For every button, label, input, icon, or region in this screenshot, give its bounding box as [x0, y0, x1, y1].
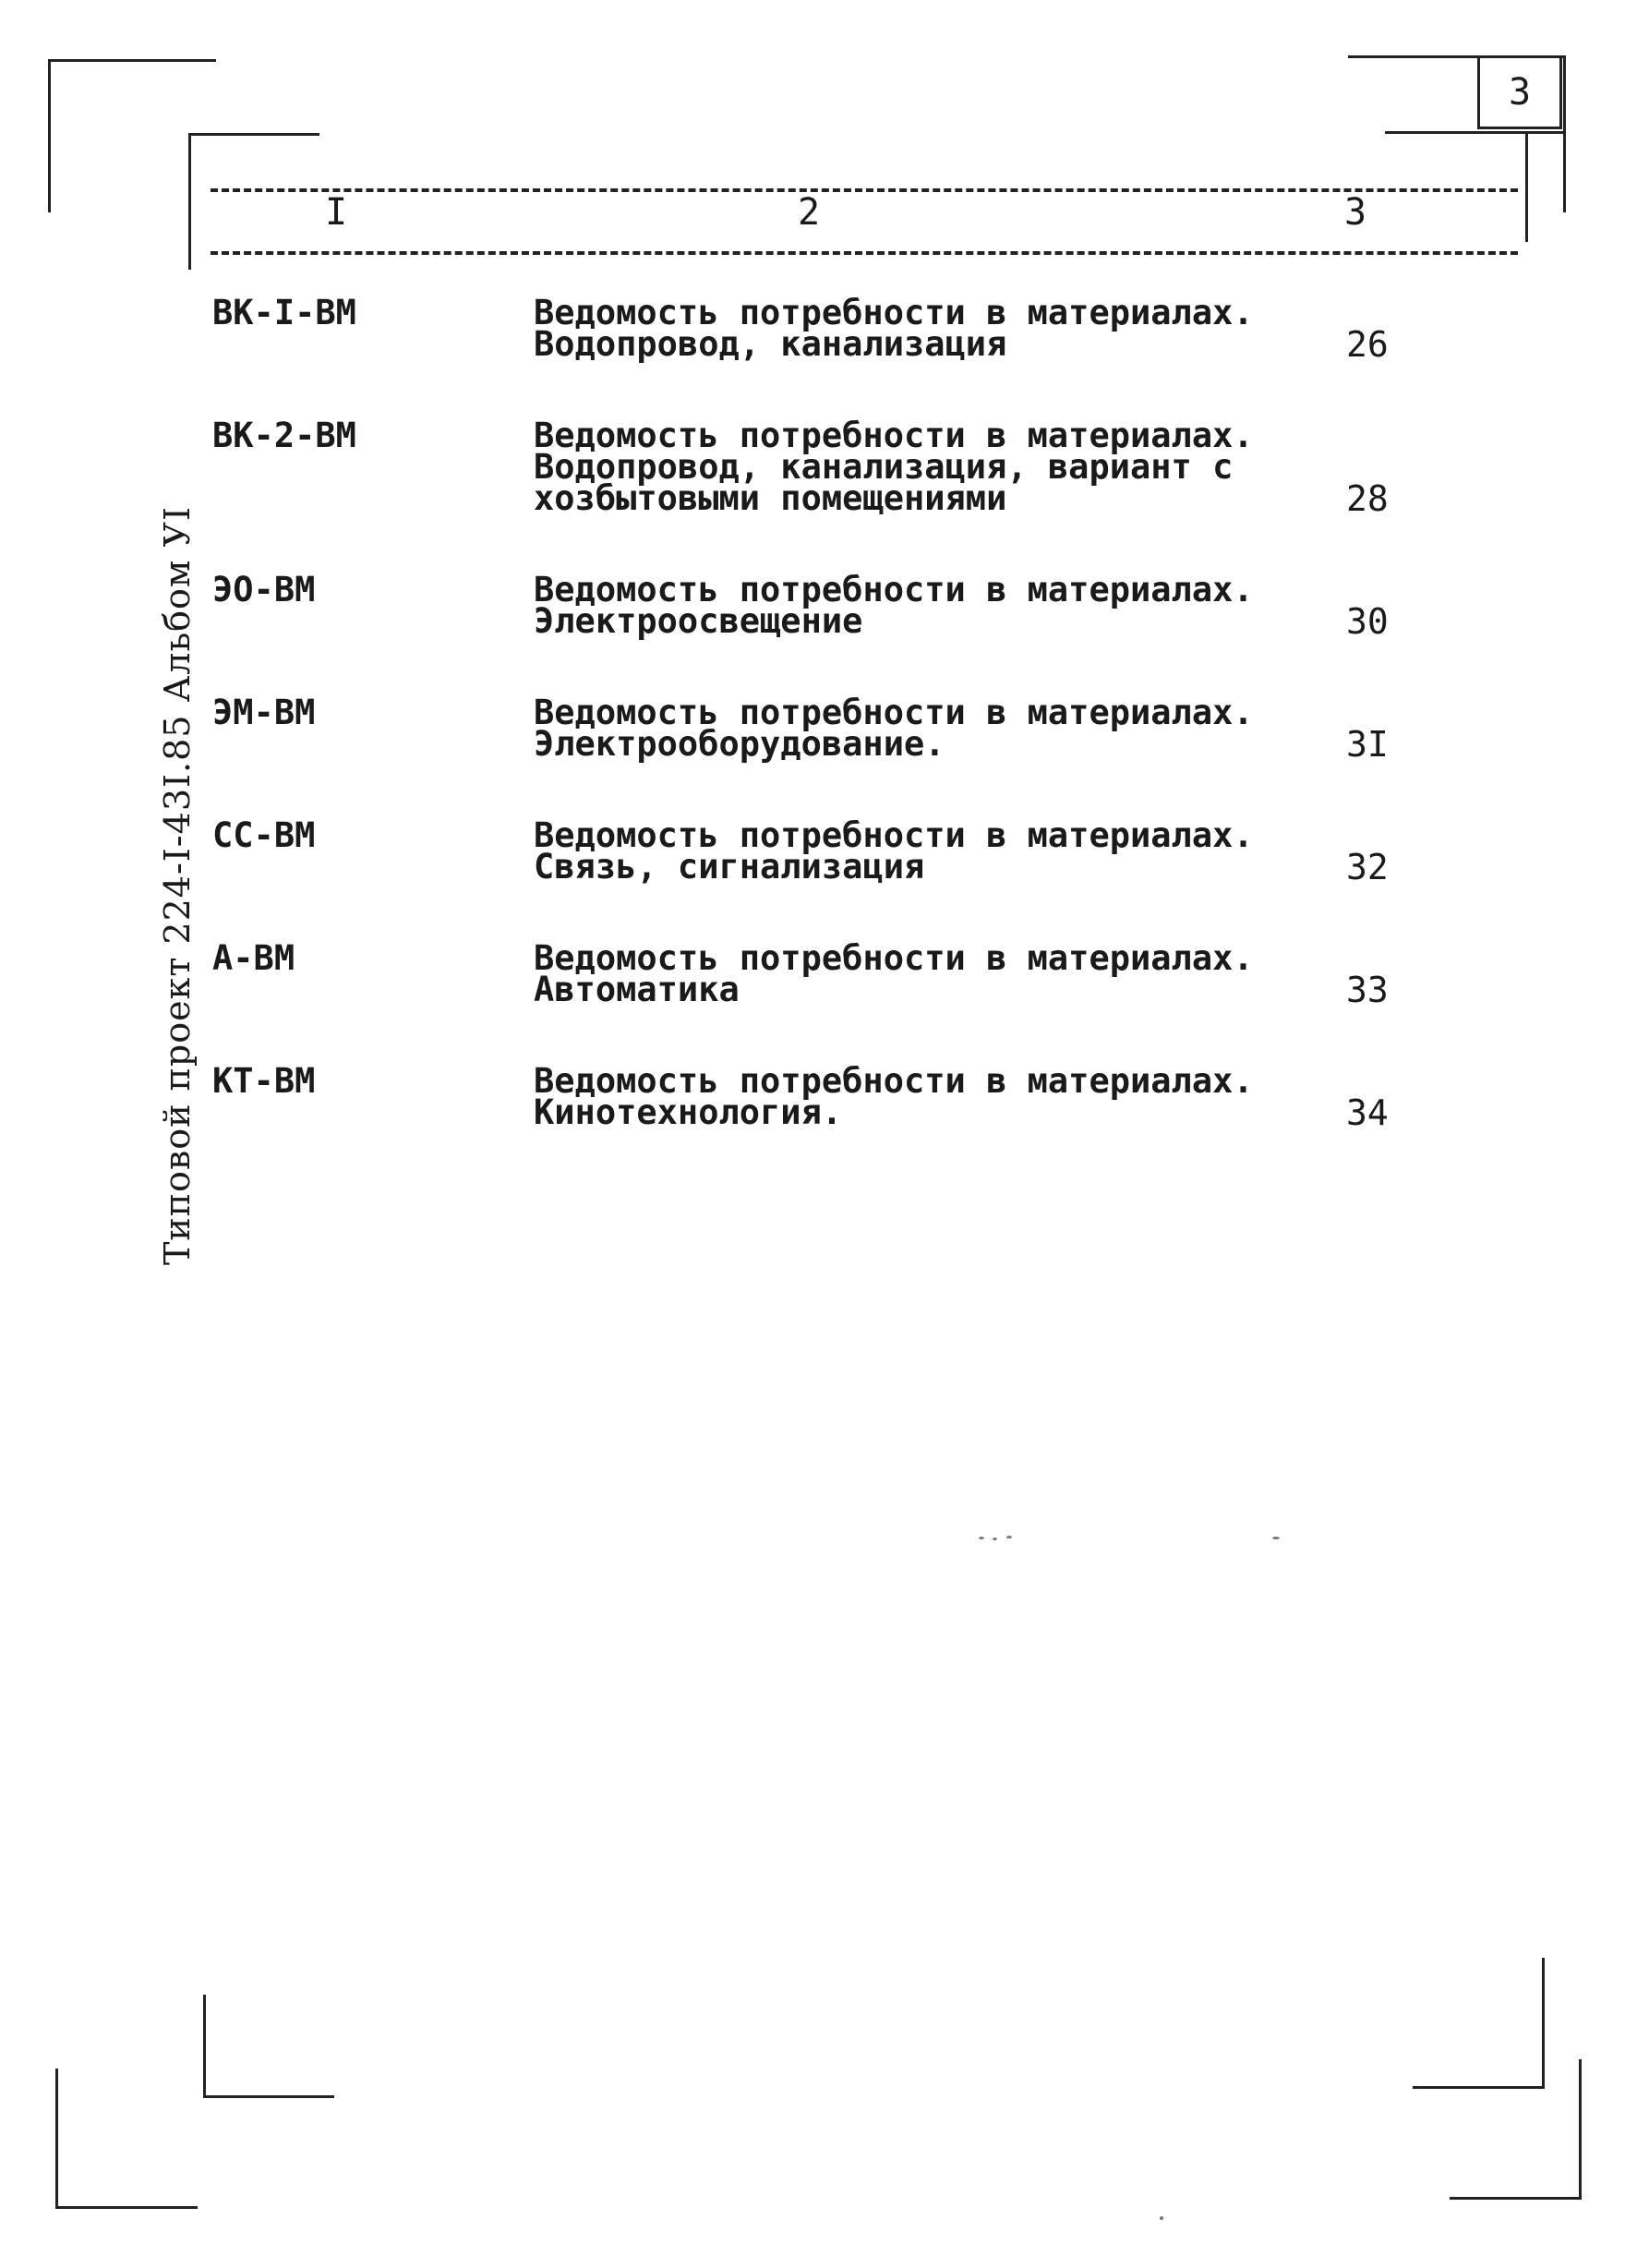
row-description-line: Ведомость потребности в материалах.: [534, 693, 1254, 732]
header-rule-top: [211, 188, 1518, 192]
row-description-line: Электрооборудование.: [534, 724, 945, 764]
row-description: [534, 815, 1254, 887]
inner-mark-bottom-right-h: [1413, 2086, 1545, 2089]
header-rule-bottom: [211, 251, 1518, 255]
scan-speck: [1272, 1537, 1280, 1539]
row-page: 3I: [1346, 724, 1389, 765]
page-number: 3: [1508, 71, 1532, 114]
crop-mark-bottom-right-v: [1579, 2059, 1582, 2200]
crop-mark-bottom-left-h: [55, 2206, 198, 2209]
row-description-line: Водопровод, канализация: [534, 324, 1007, 364]
row-page: 28: [1346, 478, 1389, 519]
crop-mark-top-right-v: [1563, 55, 1566, 212]
inner-mark-bottom-left-v: [203, 1995, 206, 2098]
row-description-line: Ведомость потребности в материалах.: [534, 570, 1254, 609]
row-description: [534, 1061, 1254, 1132]
row-description: [534, 938, 1254, 1009]
row-description-line: Водопровод, канализация, вариант с: [534, 447, 1234, 487]
column-header-2: 2: [798, 191, 821, 234]
row-description-line: Ведомость потребности в материалах.: [534, 815, 1254, 855]
inner-mark-bottom-left-h: [203, 2095, 334, 2098]
row-page: 33: [1346, 970, 1389, 1010]
crop-mark-bottom-right-h: [1450, 2197, 1582, 2200]
row-description-line: Ведомость потребности в материалах.: [534, 938, 1254, 978]
inner-mark-top-left-h: [188, 133, 319, 136]
row-description-line: хозбытовыми помещениями: [534, 478, 1007, 518]
page-number-box: [1477, 55, 1562, 129]
row-description-line: Кинотехнология.: [534, 1092, 843, 1132]
scan-speck: [1160, 2216, 1163, 2220]
inner-mark-bottom-right-v: [1542, 1958, 1545, 2089]
scan-speck: [1006, 1536, 1012, 1538]
row-code: ВК-I-ВМ: [212, 293, 356, 332]
row-code: А-ВМ: [212, 938, 295, 978]
row-page: 32: [1346, 847, 1389, 887]
crop-mark-top-left-v: [48, 59, 51, 212]
row-description-line: Ведомость потребности в материалах.: [534, 416, 1254, 455]
inner-mark-top-right-v: [1525, 131, 1528, 242]
row-description-line: Связь, сигнализация: [534, 847, 925, 887]
row-description-line: Электроосвещение: [534, 601, 863, 641]
inner-mark-top-left-v: [188, 133, 191, 270]
row-code: СС-ВМ: [212, 815, 316, 855]
column-header-1: I: [325, 191, 348, 234]
row-description-line: Ведомость потребности в материалах.: [534, 293, 1254, 332]
row-description-line: Автоматика: [534, 970, 740, 1009]
row-page: 34: [1346, 1092, 1389, 1133]
scan-speck: [979, 1537, 984, 1539]
crop-mark-top-left-h: [48, 59, 216, 62]
row-description-line: Ведомость потребности в материалах.: [534, 1061, 1254, 1101]
row-description: [534, 693, 1254, 764]
row-page: 26: [1346, 324, 1389, 365]
row-description: [534, 570, 1254, 641]
column-header-3: 3: [1344, 191, 1367, 234]
row-description: [534, 416, 1254, 518]
row-code: КТ-ВМ: [212, 1061, 316, 1101]
crop-mark-bottom-left-v: [55, 2069, 58, 2209]
row-code: ЭО-ВМ: [212, 570, 316, 609]
row-description: [534, 293, 1254, 364]
side-title: Типовой проект 224-I-43I.85 Альбом УI: [157, 506, 198, 1265]
row-page: 30: [1346, 601, 1389, 642]
row-code: ЭМ-ВМ: [212, 693, 316, 732]
inner-mark-top-right-h: [1385, 131, 1566, 134]
row-code: ВК-2-ВМ: [212, 416, 356, 455]
scan-speck: [993, 1538, 997, 1540]
